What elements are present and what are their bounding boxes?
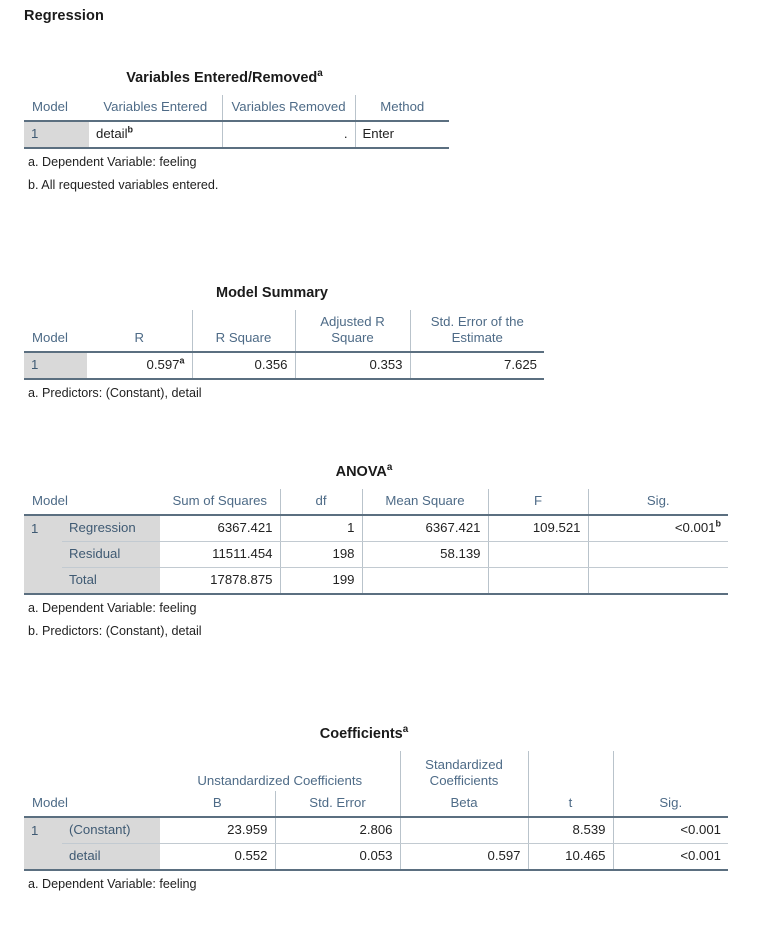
table-row: [24, 352, 544, 379]
cell-sig: <0.001: [613, 844, 728, 871]
col-header-model: Model: [24, 791, 62, 817]
cell-t: 8.539: [528, 817, 613, 844]
cell-b: 23.959: [160, 817, 275, 844]
cell-r: [87, 352, 192, 379]
col-header-df: df: [280, 489, 362, 515]
cell-r-superscript: a: [179, 355, 185, 366]
footnote-a: a. Dependent Variable: feeling: [28, 877, 197, 892]
col-header-beta: Beta: [400, 791, 528, 817]
row-stub-model-empty: [24, 542, 62, 568]
table-header-row: [24, 95, 449, 121]
row-stub-predictor: (Constant): [62, 817, 160, 844]
footnote-b: b. Predictors: (Constant), detail: [28, 624, 202, 639]
col-header-sig: Sig.: [613, 791, 728, 817]
footnotes-model-summary: [0, 386, 768, 402]
footnote-a: a. Dependent Variable: feeling: [28, 601, 197, 616]
footnote-a: a. Predictors: (Constant), detail: [28, 386, 202, 401]
cell-beta: 0.597: [400, 844, 528, 871]
cell-mean-square: [362, 568, 488, 595]
col-header-r: R: [87, 310, 192, 352]
spanner-blank-model: [24, 751, 62, 791]
spanner-blank-predictor: [62, 751, 160, 791]
row-stub-model: 1: [24, 352, 87, 379]
cell-sig-superscript: b: [715, 518, 721, 529]
col-header-model: Model: [24, 489, 62, 515]
cell-df: 199: [280, 568, 362, 595]
table-title-superscript: a: [386, 462, 393, 474]
spanner-blank-sig: [613, 751, 728, 791]
row-stub-source: Regression: [62, 515, 160, 542]
col-header-variables-removed: Variables Removed: [222, 95, 355, 121]
cell-variables-entered-superscript: b: [127, 124, 134, 135]
cell-sum-of-squares: 11511.454: [160, 542, 280, 568]
table-title-variables-entered-removed: [0, 70, 449, 86]
table-row: [24, 121, 449, 148]
model-summary-table: [24, 310, 544, 380]
cell-variables-removed: .: [222, 121, 355, 148]
table-block-variables-entered-removed: [0, 70, 768, 201]
col-header-variables-entered: Variables Entered: [89, 95, 222, 121]
row-stub-model: 1: [24, 817, 62, 844]
coefficients-table: [24, 751, 728, 871]
table-header-row: [24, 310, 544, 352]
spanner-standardized-coefficients: Standardized Coefficients: [400, 751, 528, 791]
cell-sum-of-squares: 6367.421: [160, 515, 280, 542]
cell-sig-text: <0.001: [674, 520, 716, 536]
cell-std-error: 2.806: [275, 817, 400, 844]
table-title-text: Model Summary: [216, 285, 328, 301]
cell-r-square: 0.356: [192, 352, 295, 379]
row-stub-model: 1: [24, 121, 89, 148]
cell-b: 0.552: [160, 844, 275, 871]
table-header-row: [24, 489, 728, 515]
table-title-superscript: a: [317, 68, 323, 80]
spanner-unstandardized-coefficients: Unstandardized Coefficients: [197, 772, 363, 788]
cell-t: 10.465: [528, 844, 613, 871]
table-title-superscript: a: [402, 724, 409, 736]
footnotes-variables-entered-removed: [0, 155, 768, 193]
footnotes-anova: [0, 601, 768, 639]
table-row: [24, 568, 728, 595]
table-spanner-row: [24, 751, 728, 791]
col-header-predictor: [62, 791, 160, 817]
table-title-text: ANOVA: [335, 464, 387, 480]
variables-entered-removed-table: [24, 95, 449, 149]
col-header-source: [62, 489, 160, 515]
cell-df: 1: [280, 515, 362, 542]
col-header-r-square: R Square: [192, 310, 295, 352]
cell-mean-square: 6367.421: [362, 515, 488, 542]
cell-method: Enter: [355, 121, 449, 148]
cell-std-error-estimate: 7.625: [410, 352, 544, 379]
cell-f: [488, 542, 588, 568]
cell-sum-of-squares: 17878.875: [160, 568, 280, 595]
table-row: [24, 542, 728, 568]
cell-sig: [588, 542, 728, 568]
cell-adjusted-r-square: 0.353: [295, 352, 410, 379]
col-header-sig: Sig.: [588, 489, 728, 515]
col-header-adjusted-r-square: Adjusted R Square: [295, 310, 410, 352]
row-stub-source: Residual: [62, 542, 160, 568]
col-header-t: t: [528, 791, 613, 817]
table-title-coefficients: [0, 726, 728, 742]
footnote-a: a. Dependent Variable: feeling: [28, 155, 197, 170]
col-header-model: Model: [24, 310, 87, 352]
table-row: [24, 515, 728, 542]
cell-mean-square: 58.139: [362, 542, 488, 568]
row-stub-model-empty: [24, 568, 62, 595]
cell-df: 198: [280, 542, 362, 568]
table-title-anova: [0, 464, 728, 480]
table-title-model-summary: [0, 285, 544, 301]
spanner-blank-t: [528, 751, 613, 791]
col-header-sum-of-squares: Sum of Squares: [160, 489, 280, 515]
row-stub-model: 1: [24, 515, 62, 542]
col-header-model: Model: [24, 95, 89, 121]
col-header-f: F: [488, 489, 588, 515]
col-header-b: B: [160, 791, 275, 817]
cell-variables-entered-text: detail: [96, 126, 128, 142]
table-header-row: [24, 791, 728, 817]
row-stub-source: Total: [62, 568, 160, 595]
page-title: Regression: [24, 8, 104, 24]
row-stub-predictor: detail: [62, 844, 160, 871]
table-block-coefficients: [0, 726, 768, 900]
footnotes-coefficients: [0, 877, 768, 893]
cell-std-error: 0.053: [275, 844, 400, 871]
table-title-text: Coefficients: [319, 726, 403, 742]
cell-sig: <0.001: [613, 817, 728, 844]
cell-beta: [400, 817, 528, 844]
col-header-std-error-estimate: Std. Error of the Estimate: [410, 310, 544, 352]
cell-sig: [588, 568, 728, 595]
anova-table: [24, 489, 728, 595]
table-title-text: Variables Entered/Removed: [126, 70, 318, 86]
cell-f: [488, 568, 588, 595]
cell-f: 109.521: [488, 515, 588, 542]
cell-variables-entered: [89, 121, 222, 148]
table-row: [24, 844, 728, 871]
footnote-b: b. All requested variables entered.: [28, 177, 219, 192]
cell-sig: [588, 515, 728, 542]
table-row: [24, 817, 728, 844]
row-stub-model-empty: [24, 844, 62, 871]
col-header-mean-square: Mean Square: [362, 489, 488, 515]
table-block-anova: [0, 464, 768, 647]
cell-r-text: 0.597: [146, 357, 180, 373]
col-header-std-error: Std. Error: [275, 791, 400, 817]
col-header-method: Method: [355, 95, 449, 121]
table-block-model-summary: [0, 285, 768, 409]
